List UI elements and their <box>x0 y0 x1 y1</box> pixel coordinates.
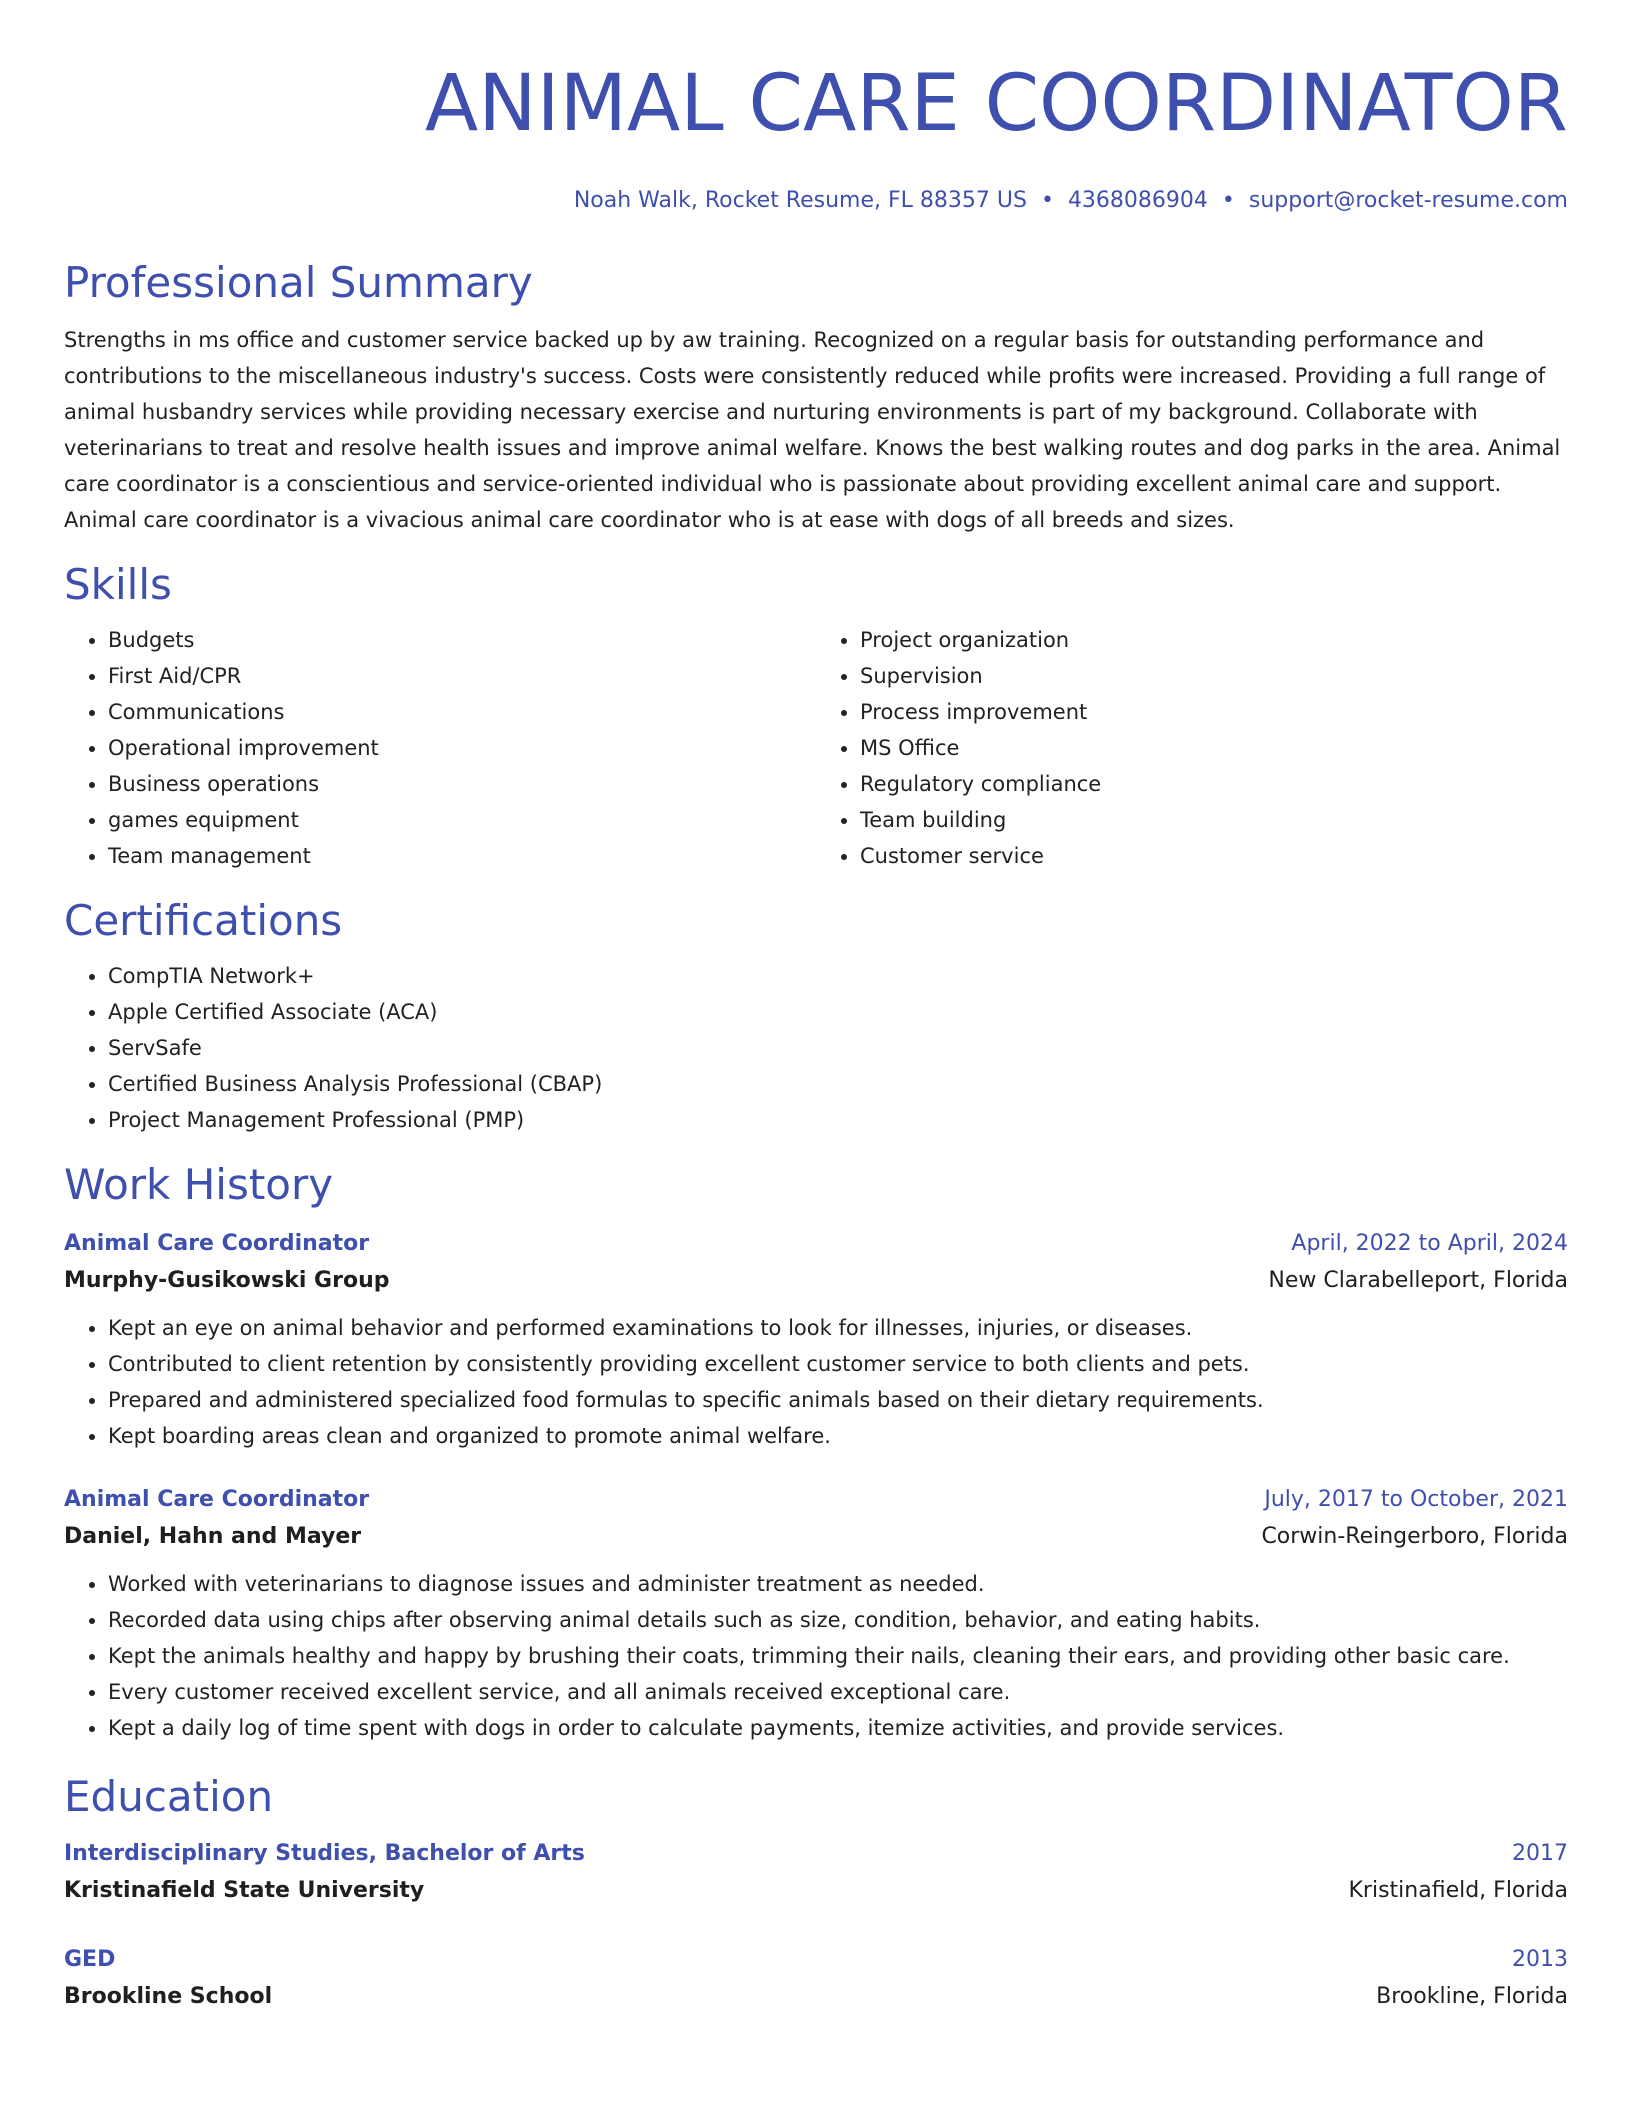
skill-item: • First Aid/CPR <box>108 658 816 694</box>
skills-section <box>64 558 1568 874</box>
job-org-row <box>64 1518 1568 1556</box>
job-duty-item: • Kept boarding areas clean and organized to promote animal welfare. <box>108 1418 1568 1454</box>
school-location: Brookline, Florida <box>1376 1984 1568 2009</box>
resume-title: ANIMAL CARE COORDINATOR <box>424 59 1568 149</box>
skills-grid <box>64 622 1568 874</box>
school-name: Kristinafield State University <box>64 1878 425 1903</box>
education-section <box>64 1770 1568 2016</box>
education-entry <box>64 1942 1568 2016</box>
contact-separator: • <box>1221 188 1235 213</box>
job-duties-list <box>64 1566 1568 1746</box>
certifications-section <box>64 894 1568 1138</box>
school-name: Brookline School <box>64 1984 273 2009</box>
section-heading: Certifications <box>64 896 343 945</box>
contact-phone: 4368086904 <box>1067 188 1208 213</box>
certification-item: • Project Management Professional (PMP) <box>108 1102 1568 1138</box>
skill-item: • Team building <box>860 802 1568 838</box>
education-school-row <box>64 1872 1568 1910</box>
summary-text: Strengths in ms office and customer service backed up by aw training. Recognized on a regular basis for outstanding performance and contributions to the miscellaneous industry's success. Costs were consistently reduced while profits were increased. Providing a full range of animal husbandry services while providing necessary exercise and nurturing environments is part of my background. Collaborate with veterinarians to treat and resolve health issues and improve animal welfare. Knows the best walking routes and dog parks in the area. Animal care coordinator is a conscientious and service-oriented individual who is passionate about providing excellent animal care and support. Animal care coordinator is a vivacious animal care coordinator who is at ease with dogs of all breeds and sizes. <box>64 328 1561 532</box>
skills-list-right <box>816 622 1568 874</box>
graduation-year: 2017 <box>1512 1841 1568 1866</box>
contact-address: Noah Walk, Rocket Resume, FL 88357 US <box>573 188 1027 213</box>
skill-item: • Team management <box>108 838 816 874</box>
company-name: Daniel, Hahn and Mayer <box>64 1524 362 1549</box>
job-org-row <box>64 1262 1568 1300</box>
job-duty-item: • Contributed to client retention by consistently providing excellent customer service to both clients and pets. <box>108 1346 1568 1382</box>
job-duty-item: • Recorded data using chips after observing animal details such as size, condition, behavior, and eating habits. <box>108 1602 1568 1638</box>
skill-item: • Supervision <box>860 658 1568 694</box>
skill-item: • Customer service <box>860 838 1568 874</box>
skills-list-left <box>64 622 816 874</box>
job-duty-item: • Worked with veterinarians to diagnose issues and administer treatment as needed. <box>108 1566 1568 1602</box>
graduation-year: 2013 <box>1512 1947 1568 1972</box>
skill-item: • games equipment <box>108 802 816 838</box>
job-title: Animal Care Coordinator <box>64 1231 370 1256</box>
job-duties-list <box>64 1310 1568 1454</box>
job-duty-item: • Every customer received excellent service, and all animals received exceptional care. <box>108 1674 1568 1710</box>
section-heading: Education <box>64 1772 274 1821</box>
certification-item: • Certified Business Analysis Professional (CBAP) <box>108 1066 1568 1102</box>
job-dates: April, 2022 to April, 2024 <box>1291 1231 1568 1256</box>
job-entry <box>64 1482 1568 1746</box>
job-duty-item: • Kept a daily log of time spent with dogs in order to calculate payments, itemize activities, and provide services. <box>108 1710 1568 1746</box>
skill-item: • Operational improvement <box>108 730 816 766</box>
job-header-row <box>64 1226 1568 1262</box>
job-duty-item: • Prepared and administered specialized food formulas to specific animals based on their dietary requirements. <box>108 1382 1568 1418</box>
work-history-section <box>64 1158 1568 1746</box>
company-location: Corwin-Reingerboro, Florida <box>1261 1524 1568 1549</box>
professional-summary-section <box>64 256 1568 538</box>
job-duty-item: • Kept the animals healthy and happy by brushing their coats, trimming their nails, cleaning their ears, and providing other basic care. <box>108 1638 1568 1674</box>
company-name: Murphy-Gusikowski Group <box>64 1268 390 1293</box>
degree-name: Interdisciplinary Studies, Bachelor of Arts <box>64 1841 585 1866</box>
job-header-row <box>64 1482 1568 1518</box>
certification-item: • Apple Certified Associate (ACA) <box>108 994 1568 1030</box>
job-dates: July, 2017 to October, 2021 <box>1264 1487 1568 1512</box>
job-entry <box>64 1226 1568 1454</box>
skill-item: • MS Office <box>860 730 1568 766</box>
contact-line <box>64 186 1568 216</box>
skill-item: • Process improvement <box>860 694 1568 730</box>
education-header-row <box>64 1836 1568 1872</box>
resume-header <box>64 56 1568 216</box>
skill-item: • Budgets <box>108 622 816 658</box>
section-heading: Professional Summary <box>64 258 533 307</box>
skill-item: • Communications <box>108 694 816 730</box>
skill-item: • Regulatory compliance <box>860 766 1568 802</box>
certification-item: • ServSafe <box>108 1030 1568 1066</box>
job-duty-item: • Kept an eye on animal behavior and performed examinations to look for illnesses, injuries, or diseases. <box>108 1310 1568 1346</box>
education-school-row <box>64 1978 1568 2016</box>
education-entry <box>64 1836 1568 1910</box>
section-heading: Skills <box>64 560 172 609</box>
certifications-list <box>64 958 1568 1138</box>
education-header-row <box>64 1942 1568 1978</box>
contact-separator: • <box>1040 188 1054 213</box>
section-heading: Work History <box>64 1160 334 1209</box>
certification-item: • CompTIA Network+ <box>108 958 1568 994</box>
school-location: Kristinafield, Florida <box>1348 1878 1568 1903</box>
skill-item: • Business operations <box>108 766 816 802</box>
contact-email[interactable]: support@rocket-resume.com <box>1248 188 1568 213</box>
job-title: Animal Care Coordinator <box>64 1487 370 1512</box>
company-location: New Clarabelleport, Florida <box>1268 1268 1568 1293</box>
degree-name: GED <box>64 1947 116 1972</box>
skill-item: • Project organization <box>860 622 1568 658</box>
